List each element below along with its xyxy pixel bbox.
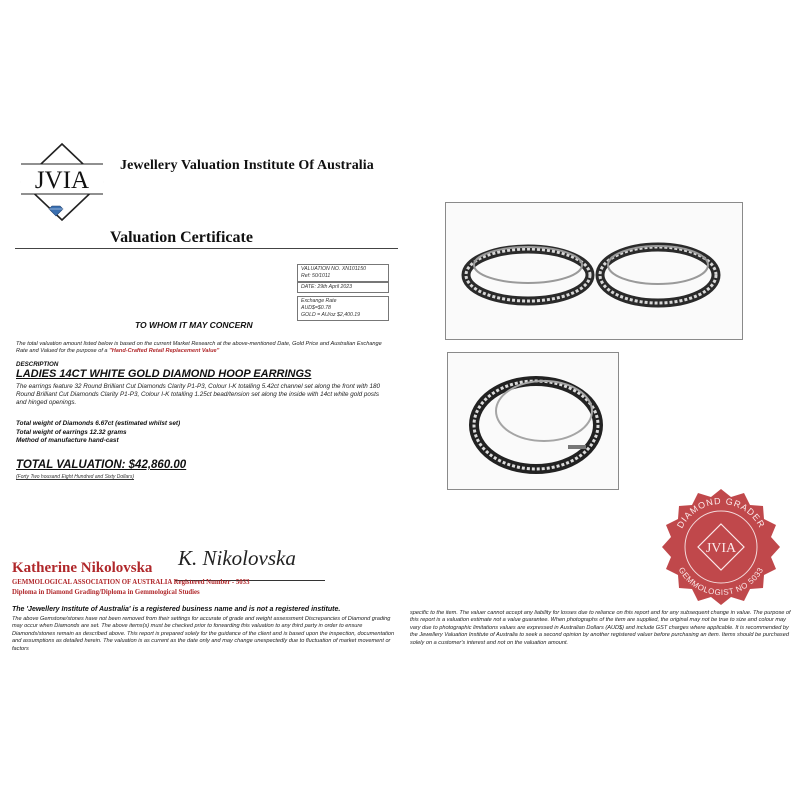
jvia-logo-graphic [18, 142, 106, 224]
org-name: Jewellery Valuation Institute Of Australia [120, 158, 374, 173]
disclaimer-heading: The 'Jewellery Institute of Australia' is a registered business name and is not a registered institute. [12, 606, 341, 613]
diamond-grader-seal [656, 482, 786, 612]
certificate-title: Valuation Certificate [110, 229, 253, 246]
association-registration: GEMMOLOGICAL ASSOCIATION OF AUSTRALIA Registered Number - 5033 [12, 579, 250, 586]
exchange-label: Exchange Rate [301, 298, 337, 304]
right-hoop [600, 246, 716, 303]
earrings-pair-image [446, 203, 742, 339]
diamond-icon [49, 206, 63, 216]
valuation-number-box [297, 264, 389, 282]
earring-single-photo [447, 352, 619, 490]
greeting: TO WHOM IT MAY CONCERN [135, 320, 253, 330]
seal-top-text: DIAMOND GRADER [674, 495, 768, 530]
diamond-weight: Total weight of Diamonds 6.67ct (estimated whilst set) [16, 420, 181, 427]
earrings-pair-photo [445, 202, 743, 340]
intro-body: The total valuation amount listed below is based on the current Market Research at the above-mentioned Date, Gold Price and Australian Exchange Rate and Valued for the purpose of a [16, 341, 382, 355]
seal-graphic [656, 482, 786, 612]
reference-number: Ref: 50/1011 [301, 273, 331, 279]
earring-weight: Total weight of earrings 12.32 grams [16, 428, 127, 436]
total-in-words: (Forty Two housand Eight Hundred and Sixty Dollars) [16, 474, 135, 480]
valuer-diploma: Diploma in Diamond Grading/Diploma in Gemmological Studies [12, 589, 200, 596]
seal-bottom-text: GEMMOLOGIST NO 5033 [676, 565, 766, 598]
valuation-number: VALUATION NO. XN101150 [301, 266, 366, 272]
valuer-signature: K. Nikolovska [178, 546, 296, 570]
disclaimer-right: specific to the item. The valuer cannot accept any liability for losses due to reliance on this report and for any subsequent change in value. The purpose of this report is a valuation estimate not a value guarantee. When photographs of the item are supplied, the original may not be true to size and colour may vary due to photographic limitations values are expressed in Australian Dollars (AUD$) and include GST charges where applicable. It is recommended by the Jewellery Valuation Institute of Australia to seek a second opinion by another registered valuer before purchasing an item. Items should be purchased solely on a customer's interest and not on the valuation amount. [410, 610, 791, 646]
valuer-name: Katherine Nikolovska [12, 560, 153, 576]
valuation-purpose: "Hand-Crafted Retail Replacement Value" [109, 348, 220, 355]
date-box [297, 282, 389, 293]
disclaimer-left: The above Gemstone/stones have not been removed from their settings for accurate of grade and weight assessment Discrepancies of Diamond grading may occur when Diamonds are set. The above items(s) must be checked prior to forwarding this valuation to any third party in order to ensure Diamonds/stones remain as described above. This report is prepared solely for the guidance of the client and is based upon the inspection, documentation and assumptions as detailed herein. The valuation is as current as the date only and may change unexpectedly due to fluctuation of market movement or factors [12, 616, 395, 652]
item-features: The earrings feature 32 Round Brilliant Cut Diamonds Clarity P1-P3, Colour I-K totalling 5.42ct channel set along the front with 180 Round Brilliant Cut Diamonds Clarity P1-P3, Colour I-K totalling 1.25ct bead/tension set along the inside with 14ct white gold posts and hinged openings. [16, 383, 381, 406]
left-hoop [466, 247, 590, 301]
earring-single-image [448, 353, 618, 489]
total-valuation: TOTAL VALUATION: $42,860.00 [16, 459, 187, 471]
item-title: LADIES 14CT WHITE GOLD DIAMOND HOOP EARRINGS [16, 368, 312, 380]
logo-text: JVIA [34, 167, 90, 194]
jvia-logo [18, 142, 106, 224]
manufacture-method: Method of manufacture hand-cast [16, 437, 119, 445]
description-label: DESCRIPTION [16, 361, 59, 368]
weights-block [16, 420, 180, 446]
intro-text [16, 341, 386, 355]
gold-rate: GOLD = AU/oz $2,400.19 [301, 312, 361, 318]
exchange-box [297, 296, 389, 321]
valuation-date: DATE: 29th April 2023 [301, 284, 353, 290]
aud-rate: AUD$=$0.78 [301, 305, 331, 311]
seal-center-text: JVIA [705, 541, 737, 556]
title-divider [15, 248, 398, 249]
